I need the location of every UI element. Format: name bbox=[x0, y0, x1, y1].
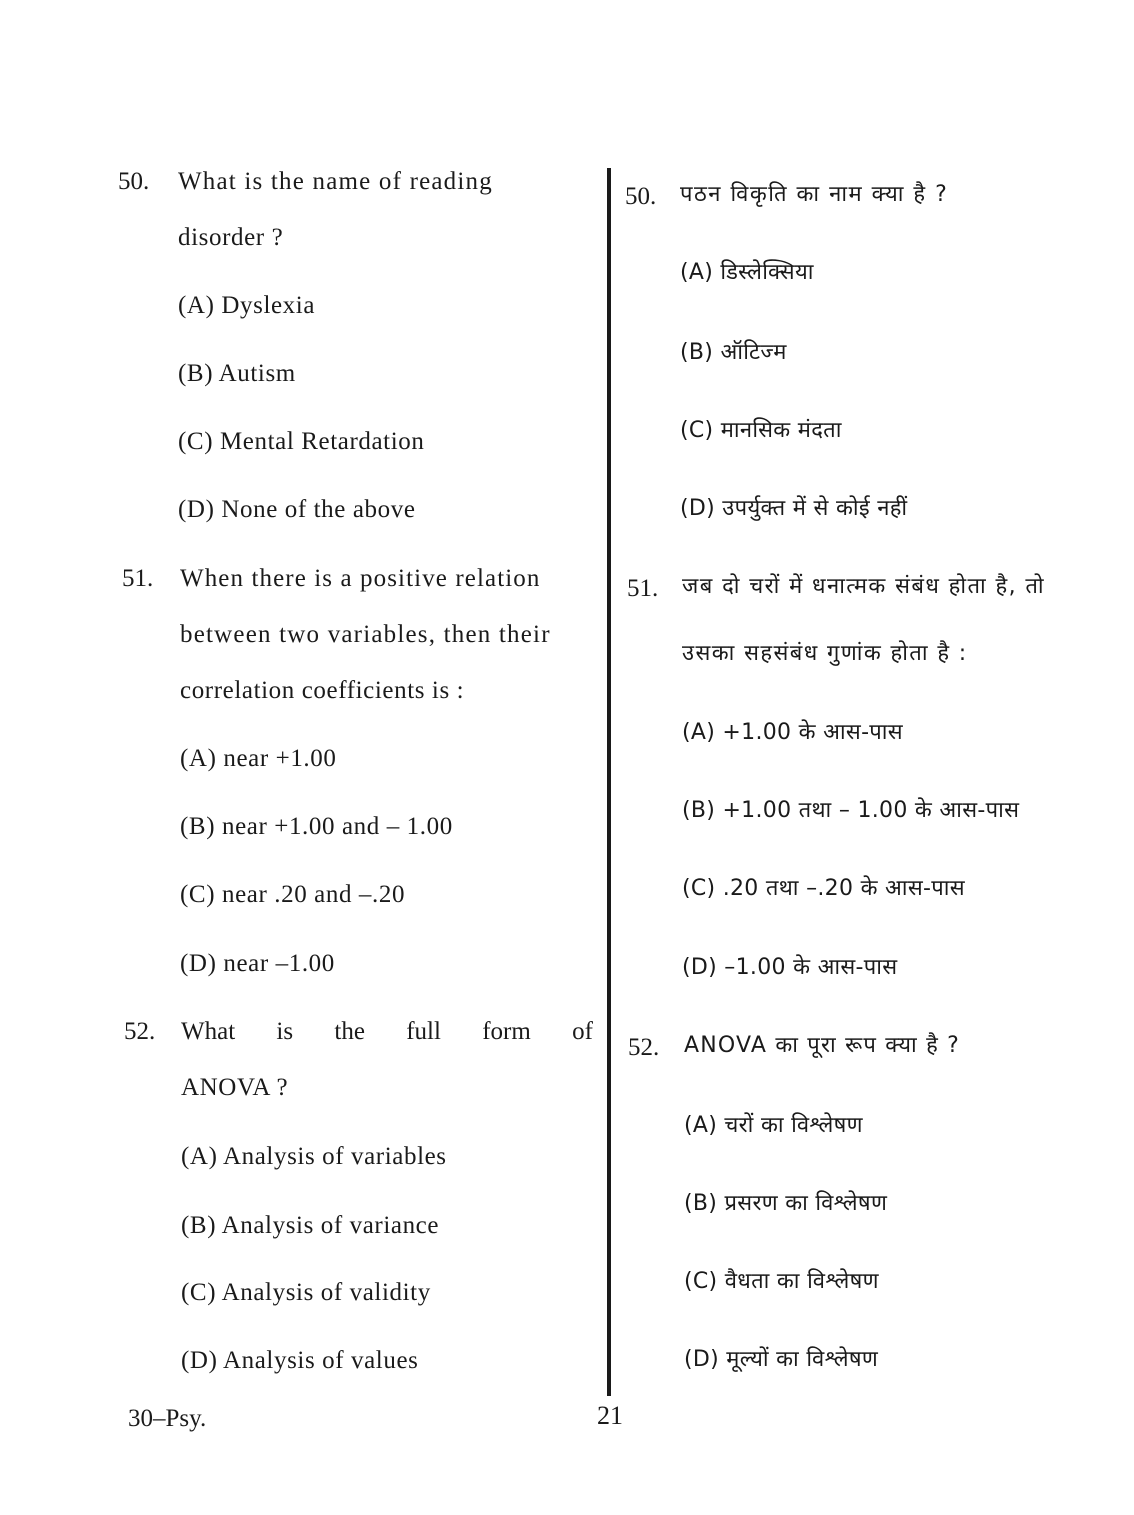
option-b: (B) Autism bbox=[178, 360, 296, 387]
option-d: (D) near –1.00 bbox=[180, 950, 335, 977]
option-a: (A) Analysis of variables bbox=[181, 1143, 447, 1170]
option-c: (C) मानसिक मंदता bbox=[680, 418, 842, 443]
option-a: (A) डिस्लेक्सिया bbox=[680, 260, 814, 285]
question-number: 52. bbox=[124, 1018, 156, 1045]
option-c: (C) Mental Retardation bbox=[178, 428, 425, 455]
option-b: (B) प्रसरण का विश्लेषण bbox=[684, 1191, 888, 1216]
question-text: disorder ? bbox=[178, 224, 284, 251]
option-d: (D) मूल्यों का विश्लेषण bbox=[684, 1347, 879, 1372]
question-text: ANOVA ? bbox=[181, 1074, 289, 1101]
option-d: (D) उपर्युक्त में से कोई नहीं bbox=[680, 496, 908, 521]
question-text: उसका सहसंबंध गुणांक होता है : bbox=[682, 641, 968, 666]
option-b: (B) near +1.00 and – 1.00 bbox=[180, 813, 453, 840]
option-a: (A) Dyslexia bbox=[178, 292, 316, 319]
option-b: (B) Analysis of variance bbox=[181, 1212, 440, 1239]
question-text: When there is a positive relation bbox=[180, 565, 541, 592]
option-a: (A) चरों का विश्लेषण bbox=[684, 1113, 863, 1138]
option-c: (C) .20 तथा –.20 के आस-पास bbox=[682, 876, 965, 901]
option-d: (D) None of the above bbox=[178, 496, 416, 523]
option-b: (B) +1.00 तथा – 1.00 के आस-पास bbox=[682, 798, 1020, 823]
option-a: (A) +1.00 के आस-पास bbox=[682, 720, 903, 745]
question-text: पठन विकृति का नाम क्या है ? bbox=[680, 182, 949, 207]
question-number: 50. bbox=[625, 183, 657, 210]
option-a: (A) near +1.00 bbox=[180, 745, 337, 772]
option-c: (C) Analysis of validity bbox=[181, 1279, 431, 1306]
question-text: between two variables, then their bbox=[180, 621, 551, 648]
page-number: 21 bbox=[597, 1401, 623, 1430]
paper-code: 30–Psy. bbox=[128, 1405, 207, 1432]
option-d: (D) Analysis of values bbox=[181, 1347, 419, 1374]
question-text: What is the full form of bbox=[181, 1018, 593, 1045]
column-divider bbox=[607, 168, 611, 1396]
question-text: correlation coefficients is : bbox=[180, 677, 465, 704]
option-b: (B) ऑटिज्म bbox=[680, 340, 787, 365]
question-text: ANOVA का पूरा रूप क्या है ? bbox=[684, 1033, 961, 1058]
question-text: What is the name of reading bbox=[178, 168, 493, 195]
option-d: (D) –1.00 के आस-पास bbox=[682, 955, 898, 980]
question-number: 50. bbox=[118, 168, 150, 195]
question-number: 51. bbox=[627, 575, 659, 602]
option-c: (C) near .20 and –.20 bbox=[180, 881, 406, 908]
question-number: 52. bbox=[628, 1034, 660, 1061]
question-text: जब दो चरों में धनात्मक संबंध होता है, तो bbox=[682, 574, 1046, 599]
question-number: 51. bbox=[122, 565, 154, 592]
option-c: (C) वैधता का विश्लेषण bbox=[684, 1269, 879, 1294]
